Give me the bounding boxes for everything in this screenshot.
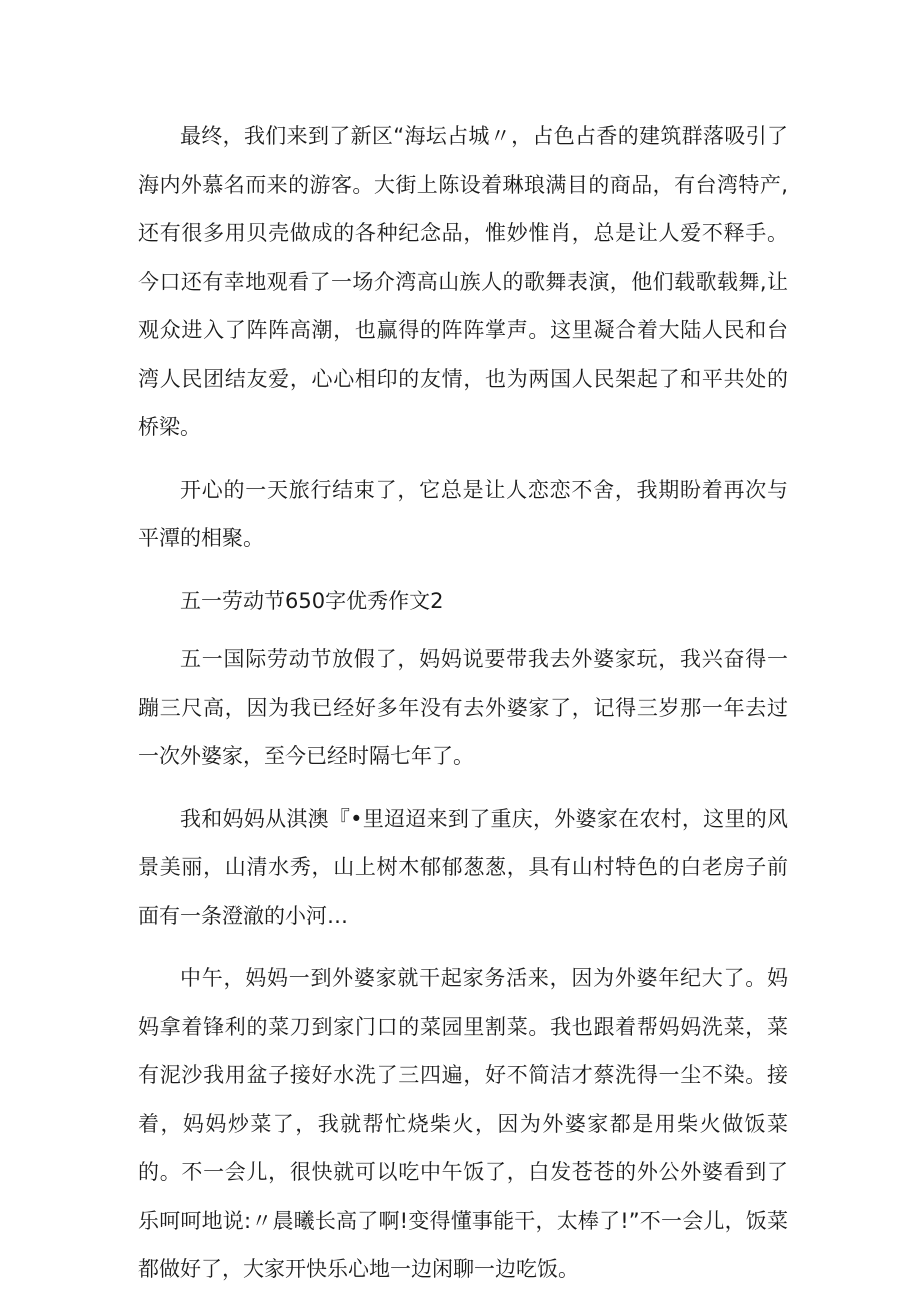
paragraph-trip-end: 开心的一天旅行结束了，它总是让人恋恋不舍，我期盼着再次与平潭的相聚。 [138,477,788,550]
paragraph-haitan-city: 最终，我们来到了新区“海坛占城〃，占色占香的建筑群落吸引了海内外慕名而来的游客。大街上陈设着琳琅满目的商品，有台湾特产,还有很多用贝壳做成的各种纪念品，惟妙惟肖，总是让人爱不释手。今口还有幸地观看了一场介湾高山族人的歌舞表演，他们载歌载舞,让观众进入了阵阵高潮，也赢得的阵阵掌声。这里凝合着大陆人民和台湾人民团结友爱，心心相印的友情，也为两国人民架起了和平共处的桥梁。 [138,124,788,439]
paragraph-noon: 中午，妈妈一到外婆家就干起家务活来，因为外婆年纪大了。妈妈拿着锋利的菜刀到家门口的菜园里割菜。我也跟着帮妈妈洗菜，菜有泥沙我用盆子接好水洗了三四遍，好不简洁才蔡洗得一尘不染。接着，妈妈炒菜了，我就帮忙烧柴火，因为外婆家都是用柴火做饭菜的。不一会儿，很快就可以吃中午饭了，白发苍苍的外公外婆看到了乐呵呵地说:〃晨曦长高了啊!变得懂事能干，太棒了!”不一会儿，饭菜都做好了，大家开快乐心地一边闲聊一边吃饭。 [138,966,788,1281]
paragraph-holiday: 五一国际劳动节放假了，妈妈说要带我去外婆家玩，我兴奋得一蹦三尺高，因为我已经好多年没有去外婆家了，记得三岁那一年去过一次外婆家，至今已经时隔七年了。 [138,647,788,768]
document-body [138,112,788,1308]
essay-title: 五一劳动节650字优秀作文2 [180,588,444,613]
paragraph-journey: 我和妈妈从淇澳『•里迢迢来到了重庆，外婆家在农村，这里的风景美丽，山清水秀，山上树木郁郁葱葱，具有山村特色的白老房子前面有一条澄澈的小河… [138,806,788,928]
